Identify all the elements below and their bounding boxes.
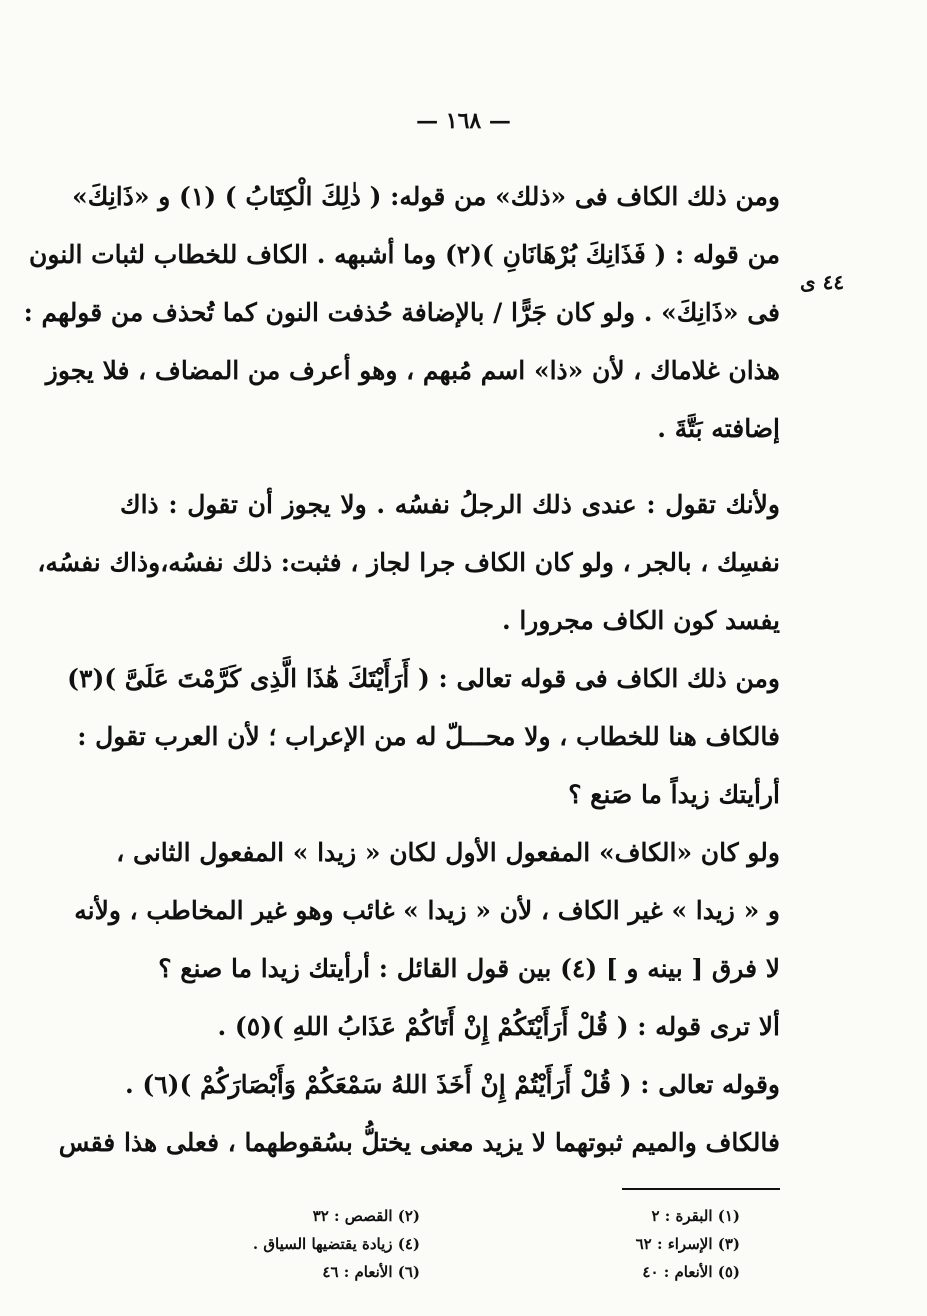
footnote: (١) البقرة : ٢ bbox=[651, 1207, 740, 1225]
text-line: وقوله تعالى : ( قُلْ أَرَأَيْتُمْ إِنْ أَخَذَ اللهُ سَمْعَكُمْ وَأَبْصَارَكُمْ )(٦) . bbox=[124, 1070, 780, 1099]
text-line: ومن ذلك الكاف فى قوله تعالى : ( أَرَأَيْتَكَ هَٰذَا الَّذِى كَرَّمْتَ عَلَىَّ )(٣) bbox=[67, 664, 780, 693]
text-line: أرأيتك زيداً ما صَنع ؟ bbox=[568, 780, 780, 809]
text-line: من قوله : ( فَذَانِكَ بُرْهَانَانِ )(٢) وما أشبهه . الكاف للخطاب لثبات النون bbox=[29, 240, 780, 269]
footnote-row bbox=[200, 1230, 760, 1258]
text-line: لا فرق [ بينه و ] (٤) بين قول القائل : أرأيتك زيدا ما صنع ؟ bbox=[158, 954, 780, 983]
text-line: فى «ذَانِكَ» . ولو كان جَرًّا / بالإضافة حُذفت النون كما تُحذف من قولهم : bbox=[23, 298, 780, 327]
text-line: فالكاف هنا للخطاب ، ولا محـــلّ له من الإعراب ؛ لأن العرب تقول : bbox=[77, 722, 780, 751]
footnote: (٢) القصص : ٣٢ bbox=[312, 1207, 420, 1225]
text-line: إضافته بَتَّةَ . bbox=[657, 414, 780, 443]
page-number: — ١٦٨ — bbox=[416, 108, 511, 134]
footnote-divider bbox=[622, 1188, 780, 1190]
text-line: و « زيدا » غير الكاف ، لأن « زيدا » غائب وهو غير المخاطب ، ولأنه bbox=[74, 896, 780, 925]
text-line: نفسِك ، بالجر ، ولو كان الكاف جرا لجاز ، فثبت: ذلك نفسُه،وذاك نفسُه، bbox=[37, 548, 780, 577]
text-line: يفسد كون الكاف مجرورا . bbox=[501, 606, 780, 635]
footnote: (٤) زيادة يقتضيها السياق . bbox=[252, 1235, 420, 1253]
margin-note: ٤٤ ى bbox=[800, 270, 845, 294]
footnote: (٣) الإسراء : ٦٢ bbox=[635, 1235, 740, 1253]
text-line: ألا ترى قوله : ( قُلْ أَرَأَيْتَكُمْ إِنْ أَتَاكُمْ عَذَابُ اللهِ )(٥) . bbox=[217, 1012, 780, 1041]
footnote-row bbox=[200, 1202, 760, 1230]
footnote-row bbox=[200, 1258, 760, 1286]
text-line: ولو كان «الكاف» المفعول الأول لكان « زيدا » المفعول الثانى ، bbox=[116, 838, 780, 867]
footnote: (٥) الأنعام : ٤٠ bbox=[642, 1263, 740, 1281]
footnotes bbox=[200, 1202, 760, 1286]
text-line: هذان غلاماك ، لأن «ذا» اسم مُبهم ، وهو أعرف من المضاف ، فلا يجوز bbox=[45, 356, 780, 385]
text-line: ومن ذلك الكاف فى «ذلك» من قوله: ( ذٰلِكَ الْكِتَابُ ) (١) و «ذَانِكَ» bbox=[72, 182, 780, 211]
text-line: ولأنك تقول : عندى ذلك الرجلُ نفسُه . ولا يجوز أن تقول : ذاك bbox=[120, 490, 780, 519]
text-line: فالكاف والميم ثبوتهما لا يزيد معنى يختلُّ بسُقوطهما ، فعلى هذا فقس bbox=[58, 1128, 780, 1157]
main-text bbox=[23, 168, 780, 1172]
footnote: (٦) الأنعام : ٤٦ bbox=[322, 1263, 420, 1281]
